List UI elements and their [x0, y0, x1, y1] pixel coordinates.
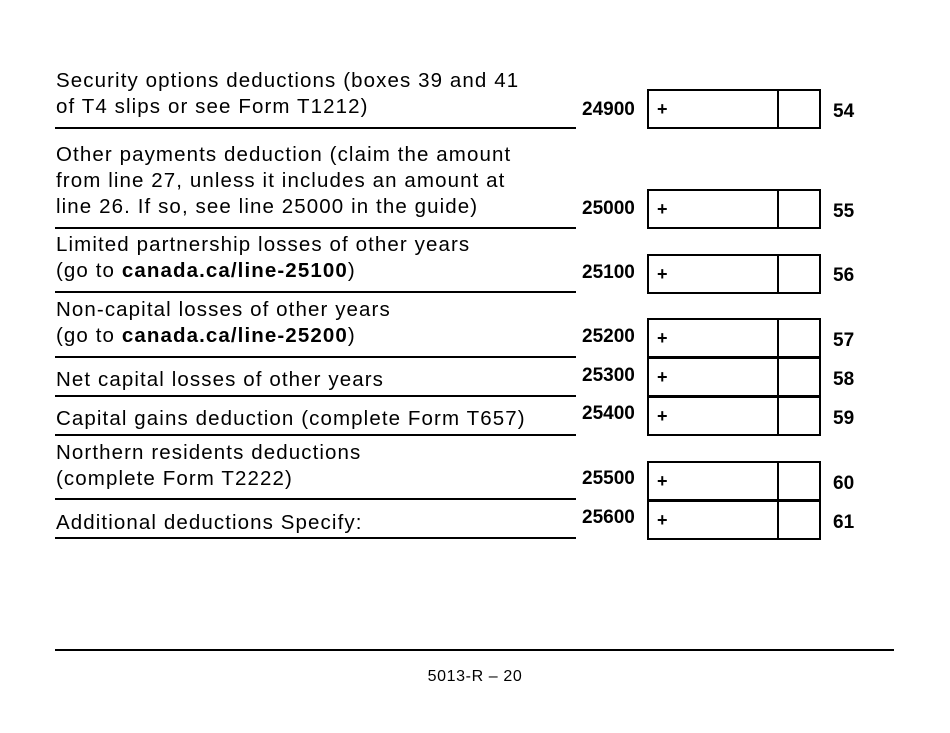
description-line: Limited partnership losses of other years [56, 233, 471, 256]
dollars-input[interactable] [649, 502, 779, 538]
dollars-input[interactable] [649, 359, 779, 395]
amount-field-25100[interactable] [647, 254, 821, 294]
plus-sign: + [657, 328, 668, 348]
plus-sign: + [657, 199, 668, 219]
description-line: Other payments deduction (claim the amount [56, 143, 512, 166]
amount-field-25500[interactable] [647, 461, 821, 501]
line-number: 58 [833, 369, 855, 390]
line-number: 57 [833, 330, 855, 351]
line-code: 24900 [582, 99, 635, 120]
description-line: Net capital losses of other years [56, 368, 384, 391]
dollars-input[interactable] [649, 398, 779, 434]
amount-field-24900[interactable] [647, 89, 821, 129]
row-divider [55, 356, 576, 358]
description-line: from line 27, unless it includes an amount at [56, 169, 506, 192]
row-description [56, 440, 576, 492]
dollars-input[interactable] [649, 463, 779, 499]
row-description [56, 367, 576, 393]
description-line: line 26. If so, see line 25000 in the guide) [56, 195, 479, 218]
cents-input[interactable] [779, 91, 819, 127]
plus-sign: + [657, 264, 668, 284]
plus-sign: + [657, 510, 668, 530]
row-description [56, 297, 576, 349]
row-description [56, 232, 576, 284]
row-divider [55, 434, 576, 436]
line-number: 54 [833, 101, 855, 122]
row-description [56, 68, 576, 120]
cents-input[interactable] [779, 320, 819, 356]
dollars-input[interactable] [649, 256, 779, 292]
description-line: of T4 slips or see Form T1212) [56, 95, 369, 118]
plus-sign: + [657, 367, 668, 387]
amount-field-25400[interactable] [647, 396, 821, 436]
amount-field-25600[interactable] [647, 500, 821, 540]
dollars-input[interactable] [649, 91, 779, 127]
plus-sign: + [657, 99, 668, 119]
line-code: 25400 [582, 403, 635, 424]
link-prefix: (go to [56, 259, 122, 282]
cents-input[interactable] [779, 256, 819, 292]
plus-sign: + [657, 406, 668, 426]
line-number: 61 [833, 512, 855, 533]
description-line [56, 323, 576, 349]
guide-link[interactable]: canada.ca/line-25100 [121, 259, 348, 282]
row-divider [55, 498, 576, 500]
line-number: 60 [833, 473, 855, 494]
line-number: 59 [833, 408, 855, 429]
line-code: 25500 [582, 468, 635, 489]
cents-input[interactable] [779, 502, 819, 538]
cents-input[interactable] [779, 463, 819, 499]
dollars-input[interactable] [649, 320, 779, 356]
row-description [56, 406, 576, 432]
dollars-input[interactable] [649, 191, 779, 227]
row-divider [55, 395, 576, 397]
line-code: 25100 [582, 262, 635, 283]
description-line: Additional deductions Specify: [56, 511, 363, 534]
line-code: 25200 [582, 326, 635, 347]
amount-field-25000[interactable] [647, 189, 821, 229]
description-line: Non-capital losses of other years [56, 298, 391, 321]
description-line: Capital gains deduction (complete Form T657) [56, 407, 526, 430]
plus-sign: + [657, 471, 668, 491]
link-suffix: ) [347, 324, 356, 347]
description-line: (complete Form T2222) [56, 467, 293, 490]
line-code: 25600 [582, 507, 635, 528]
row-divider [55, 291, 576, 293]
line-number: 55 [833, 201, 855, 222]
line-code: 25000 [582, 198, 635, 219]
link-suffix: ) [347, 259, 356, 282]
row-divider [55, 227, 576, 229]
guide-link[interactable]: canada.ca/line-25200 [121, 324, 348, 347]
description-line: Security options deductions (boxes 39 and 41 [56, 69, 520, 92]
cents-input[interactable] [779, 359, 819, 395]
amount-field-25300[interactable] [647, 357, 821, 397]
cents-input[interactable] [779, 191, 819, 227]
description-line: Northern residents deductions [56, 441, 362, 464]
line-code: 25300 [582, 365, 635, 386]
description-line [56, 258, 576, 284]
row-description [56, 510, 576, 536]
specify-input-line[interactable] [55, 537, 576, 539]
footer-divider [55, 649, 894, 651]
line-number: 56 [833, 265, 855, 286]
link-prefix: (go to [56, 324, 122, 347]
form-identifier: 5013-R – 20 [427, 668, 523, 685]
row-description [56, 142, 576, 220]
row-divider [55, 127, 576, 129]
cents-input[interactable] [779, 398, 819, 434]
amount-field-25200[interactable] [647, 318, 821, 358]
